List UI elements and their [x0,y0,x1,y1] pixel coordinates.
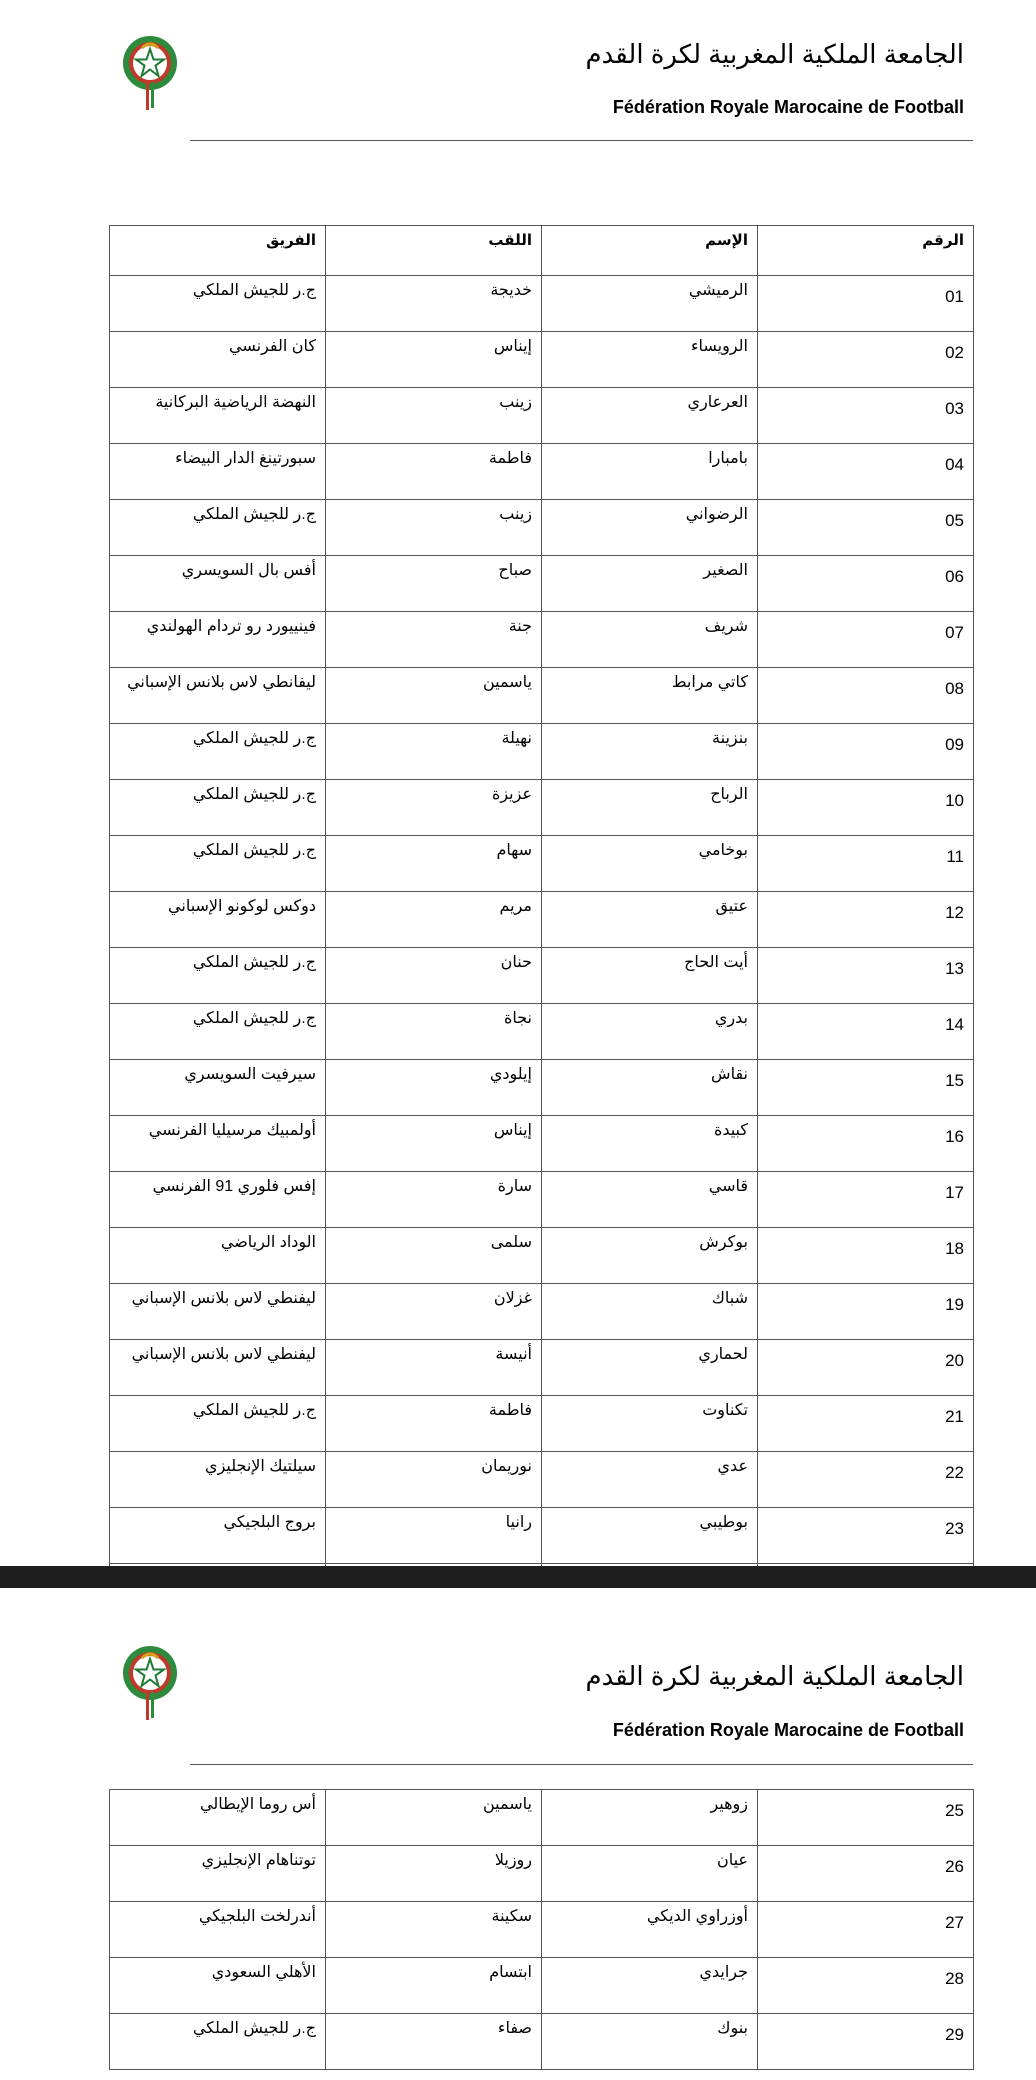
column-header-team: الفريق [110,226,326,276]
player-last-name: بدري [542,1004,758,1060]
frmf-crest-icon [121,34,179,112]
player-number: 17 [758,1172,974,1228]
player-first-name: نجاة [326,1004,542,1060]
player-first-name: صباح [326,556,542,612]
player-number: 22 [758,1452,974,1508]
player-number: 08 [758,668,974,724]
player-number: 13 [758,948,974,1004]
player-team: ليفانطي لاس بلانس الإسباني [110,668,326,724]
table-row [110,836,974,892]
player-first-name: أنيسة [326,1340,542,1396]
header-divider [190,140,973,141]
player-number: 07 [758,612,974,668]
player-number: 02 [758,332,974,388]
table-row [110,1116,974,1172]
player-last-name: قاسي [542,1172,758,1228]
player-last-name: نقاش [542,1060,758,1116]
player-team: ج.ر للجيش الملكي [110,1004,326,1060]
player-number: 23 [758,1508,974,1564]
player-first-name: حنان [326,948,542,1004]
player-team: الأهلي السعودي [110,1958,326,2014]
table-row [110,724,974,780]
player-last-name: العرعاري [542,388,758,444]
table-row [110,1902,974,1958]
table-row [110,500,974,556]
player-first-name: إيناس [326,1116,542,1172]
player-first-name: سكينة [326,1902,542,1958]
player-team: كان الفرنسي [110,332,326,388]
player-last-name: تكناوت [542,1396,758,1452]
player-last-name: عيان [542,1846,758,1902]
federation-name-arabic: الجامعة الملكية المغربية لكرة القدم [585,39,964,69]
player-team: بروج البلجيكي [110,1508,326,1564]
player-first-name: زينب [326,500,542,556]
table-row [110,668,974,724]
player-last-name: الرباح [542,780,758,836]
table-row [110,1790,974,1846]
table-row [110,388,974,444]
player-number: 21 [758,1396,974,1452]
player-team: ج.ر للجيش الملكي [110,276,326,332]
player-team: ج.ر للجيش الملكي [110,836,326,892]
player-first-name: نوريمان [326,1452,542,1508]
player-last-name: عدي [542,1452,758,1508]
player-first-name: زينب [326,388,542,444]
player-number: 14 [758,1004,974,1060]
table-row [110,1846,974,1902]
player-roster-table [109,225,974,1620]
player-number: 20 [758,1340,974,1396]
player-last-name: الرميشي [542,276,758,332]
player-team: ج.ر للجيش الملكي [110,780,326,836]
player-last-name: الرويساء [542,332,758,388]
player-last-name: بوخامي [542,836,758,892]
player-team: دوكس لوكونو الإسباني [110,892,326,948]
player-team: سيرفيت السويسري [110,1060,326,1116]
player-first-name: جنة [326,612,542,668]
player-last-name: جرايدي [542,1958,758,2014]
player-last-name: الصغير [542,556,758,612]
table-row [110,1452,974,1508]
player-roster-table [109,1789,974,2070]
player-last-name: بامبارا [542,444,758,500]
player-team: فينييورد رو تردام الهولندي [110,612,326,668]
player-first-name: فاطمة [326,1396,542,1452]
player-number: 27 [758,1902,974,1958]
player-first-name: عزيزة [326,780,542,836]
player-team: ليفنطي لاس بلانس الإسباني [110,1340,326,1396]
table-row [110,1396,974,1452]
player-team: ج.ر للجيش الملكي [110,2014,326,2070]
table-row [110,1508,974,1564]
player-last-name: بنوك [542,2014,758,2070]
table-row [110,1172,974,1228]
player-last-name: كبيدة [542,1116,758,1172]
player-team: ليفنطي لاس بلانس الإسباني [110,1284,326,1340]
player-first-name: غزلان [326,1284,542,1340]
player-first-name: سارة [326,1172,542,1228]
player-last-name: الرضواني [542,500,758,556]
player-number: 05 [758,500,974,556]
player-team: إفس فلوري 91 الفرنسي [110,1172,326,1228]
player-first-name: فاطمة [326,444,542,500]
table-row [110,1228,974,1284]
column-header-number: الرقم [758,226,974,276]
page-separator [0,1566,1036,1588]
player-first-name: ياسمين [326,1790,542,1846]
table-header-row [110,226,974,276]
table-row [110,1284,974,1340]
player-team: ج.ر للجيش الملكي [110,948,326,1004]
table-row [110,1958,974,2014]
player-number: 09 [758,724,974,780]
player-last-name: عتيق [542,892,758,948]
player-first-name: خديجة [326,276,542,332]
table-row [110,332,974,388]
player-team: أولمبيك مرسيليا الفرنسي [110,1116,326,1172]
player-last-name: كاتي مرابط [542,668,758,724]
player-team: أندرلخت البلجيكي [110,1902,326,1958]
player-first-name: نهيلة [326,724,542,780]
table-row [110,444,974,500]
player-last-name: زوهير [542,1790,758,1846]
player-team: توتناهام الإنجليزي [110,1846,326,1902]
table-row [110,1340,974,1396]
player-number: 12 [758,892,974,948]
player-number: 26 [758,1846,974,1902]
column-header-first-name: اللقب [326,226,542,276]
document-page-2 [0,1588,1036,2080]
player-first-name: ابتسام [326,1958,542,2014]
player-number: 04 [758,444,974,500]
table-row [110,948,974,1004]
player-last-name: بنزينة [542,724,758,780]
player-first-name: سلمى [326,1228,542,1284]
player-last-name: بوطيبي [542,1508,758,1564]
player-last-name: شريف [542,612,758,668]
player-number: 25 [758,1790,974,1846]
table-row [110,556,974,612]
player-team: النهضة الرياضية البركانية [110,388,326,444]
player-team: ج.ر للجيش الملكي [110,500,326,556]
player-first-name: مريم [326,892,542,948]
frmf-crest-icon [121,1644,179,1722]
player-number: 28 [758,1958,974,2014]
player-number: 16 [758,1116,974,1172]
player-first-name: صفاء [326,2014,542,2070]
roster-body [110,276,974,1620]
table-row [110,892,974,948]
player-number: 03 [758,388,974,444]
roster-body [110,1790,974,2070]
player-team: أس روما الإيطالي [110,1790,326,1846]
table-row [110,276,974,332]
table-row [110,2014,974,2070]
player-last-name: لحماري [542,1340,758,1396]
table-row [110,1060,974,1116]
table-row [110,780,974,836]
player-number: 01 [758,276,974,332]
table-row [110,1004,974,1060]
player-team: ج.ر للجيش الملكي [110,724,326,780]
player-first-name: روزيلا [326,1846,542,1902]
player-number: 29 [758,2014,974,2070]
player-last-name: أيت الحاج [542,948,758,1004]
header-divider [190,1764,973,1765]
player-team: سيلتيك الإنجليزي [110,1452,326,1508]
player-number: 10 [758,780,974,836]
federation-name-french: Fédération Royale Marocaine de Football [612,1720,964,1740]
table-row [110,612,974,668]
player-number: 11 [758,836,974,892]
player-first-name: رانيا [326,1508,542,1564]
player-last-name: شباك [542,1284,758,1340]
player-number: 06 [758,556,974,612]
player-first-name: إيناس [326,332,542,388]
player-team: ج.ر للجيش الملكي [110,1396,326,1452]
player-last-name: أوزراوي الديكي [542,1902,758,1958]
player-number: 15 [758,1060,974,1116]
player-team: أفس بال السويسري [110,556,326,612]
player-last-name: بوكرش [542,1228,758,1284]
federation-name-french: Fédération Royale Marocaine de Football [612,97,964,117]
player-team: سبورتينغ الدار البيضاء [110,444,326,500]
player-number: 18 [758,1228,974,1284]
player-first-name: إيلودي [326,1060,542,1116]
player-team: الوداد الرياضي [110,1228,326,1284]
player-number: 19 [758,1284,974,1340]
player-first-name: سهام [326,836,542,892]
player-first-name: ياسمين [326,668,542,724]
column-header-name: الإسم [542,226,758,276]
federation-name-arabic: الجامعة الملكية المغربية لكرة القدم [585,1661,964,1691]
